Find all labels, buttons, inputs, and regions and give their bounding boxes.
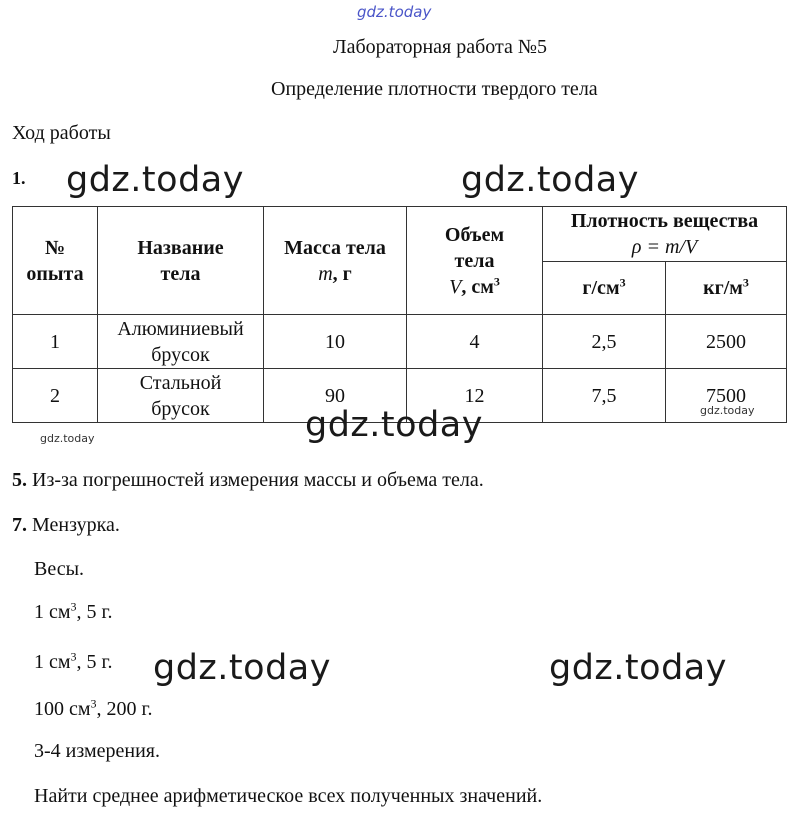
cell-volume: 12 (407, 369, 543, 423)
cell-mass: 10 (264, 315, 407, 369)
page-title: Лабораторная работа №5 (333, 36, 547, 58)
section-5: 5. Из-за погрешностей измерения массы и объема тела. (12, 469, 484, 491)
answer-measurements: 3-4 измерения. (34, 740, 160, 762)
cell-num: 2 (13, 369, 98, 423)
answer-line-1: 1 $см^3$, 5 г. (34, 599, 113, 623)
header-name: Название тела (98, 207, 264, 315)
cell-density-g: 2,5 (543, 315, 666, 369)
header-volume: Объем тела V, $см^3$ (407, 207, 543, 315)
watermark-small-1: gdz.today (700, 404, 755, 417)
cell-num: 1 (13, 315, 98, 369)
header-unit-gcm: $г/см^3$ (543, 262, 666, 315)
cell-name: Стальной брусок (98, 369, 264, 423)
watermark-2: gdz.today (461, 160, 639, 200)
watermark-5: gdz.today (549, 648, 727, 688)
header-density: Плотность вещества ρ = m/V (543, 207, 787, 262)
header-mass: Масса тела m, г (264, 207, 407, 315)
watermark-top: gdz.today (357, 3, 432, 21)
page-subtitle: Определение плотности твердого тела (271, 78, 598, 100)
results-table (12, 206, 787, 423)
table-row (13, 315, 787, 369)
watermark-1: gdz.today (66, 160, 244, 200)
cell-mass: 90 (264, 369, 407, 423)
section-7: 7. Мензурка. (12, 514, 120, 536)
cell-density-kg: 7500 (666, 369, 787, 423)
watermark-small-2: gdz.today (40, 432, 95, 445)
answer-scales: Весы. (34, 558, 85, 580)
header-unit-kgm: $кг/м^3$ (666, 262, 787, 315)
cell-volume: 4 (407, 315, 543, 369)
answer-line-2: 1 $см^3$, 5 г. (34, 649, 113, 673)
watermark-4: gdz.today (153, 648, 331, 688)
answer-line-3: 100 $см^3$, 200 г. (34, 696, 153, 720)
section-1-number: 1. (12, 168, 26, 188)
cell-name: Алюминиевый брусок (98, 315, 264, 369)
progress-heading: Ход работы (12, 122, 111, 144)
answer-final: Найти среднее арифметическое всех полученных значений. (34, 785, 543, 807)
cell-density-g: 7,5 (543, 369, 666, 423)
cell-density-kg: 2500 (666, 315, 787, 369)
watermark-3: gdz.today (305, 405, 483, 445)
header-number: № опыта (13, 207, 98, 315)
